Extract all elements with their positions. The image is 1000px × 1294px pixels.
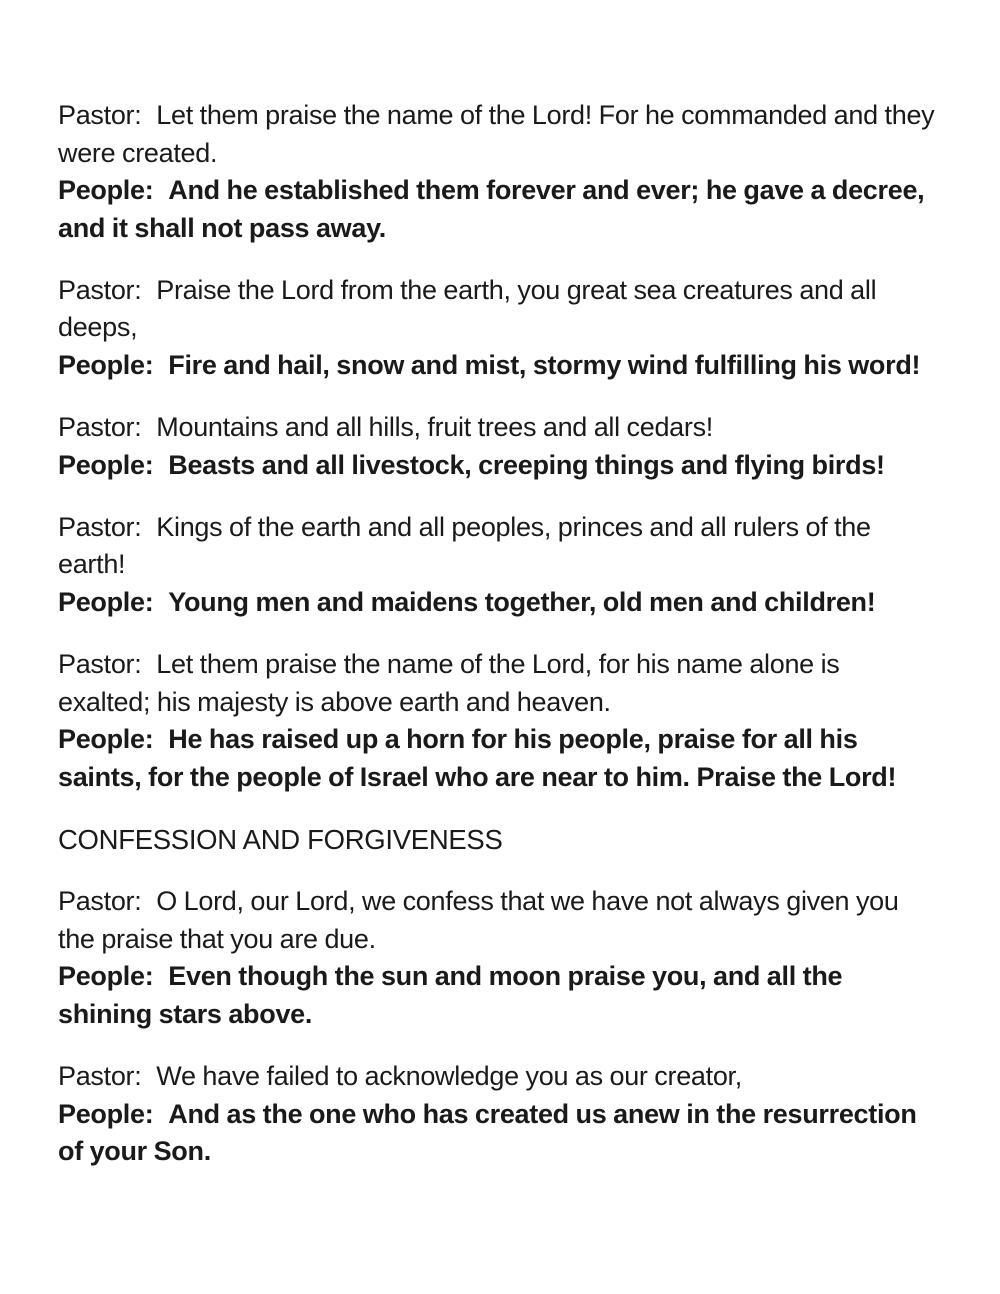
liturgy-exchange — [58, 509, 938, 622]
people-line — [58, 721, 938, 796]
pastor-line — [58, 646, 938, 721]
pastor-text: Kings of the earth and all peoples, princes and all rulers of the earth! — [58, 511, 871, 580]
people-line — [58, 958, 938, 1033]
pastor-line — [58, 509, 938, 584]
pastor-label: Pastor: — [58, 100, 142, 130]
people-line — [58, 584, 938, 622]
people-label: People: — [58, 350, 154, 381]
people-label: People: — [58, 724, 154, 755]
pastor-text: Mountains and all hills, fruit trees and all cedars! — [156, 412, 713, 443]
pastor-line — [58, 97, 938, 172]
people-label: People: — [58, 175, 154, 206]
pastor-text: O Lord, our Lord, we confess that we have not always given you the praise that you are due. — [58, 886, 899, 954]
people-label: People: — [58, 961, 154, 992]
people-text: Fire and hail, snow and mist, stormy wind fulfilling his word! — [168, 350, 921, 381]
people-text: Beasts and all livestock, creeping things and flying birds! — [168, 449, 885, 480]
people-text: He has raised up a horn for his people, praise for all his saints, for the people of Israel who are near to him. Praise the Lord! — [58, 724, 897, 792]
pastor-label: Pastor: — [58, 412, 142, 443]
people-text: Young men and maidens together, old men and children! — [168, 587, 876, 618]
pastor-label: Pastor: — [58, 274, 142, 305]
pastor-label: Pastor: — [58, 1060, 142, 1091]
pastor-label: Pastor: — [58, 886, 142, 917]
liturgy-exchange — [58, 97, 938, 247]
people-label: People: — [58, 587, 154, 618]
pastor-line — [58, 409, 938, 447]
pastor-text: We have failed to acknowledge you as our creator, — [156, 1060, 742, 1091]
people-label: People: — [58, 1098, 154, 1129]
people-line — [58, 172, 938, 247]
people-line — [58, 1096, 938, 1171]
pastor-label: Pastor: — [58, 511, 142, 542]
section-heading: CONFESSION AND FORGIVENESS — [58, 824, 503, 855]
pastor-text: Let them praise the name of the Lord! For he commanded and they were created. — [58, 100, 935, 168]
pastor-line — [58, 1058, 938, 1096]
pastor-text: Let them praise the name of the Lord, for his name alone is exalted; his majesty is above earth and heaven. — [58, 649, 840, 717]
people-line — [58, 447, 938, 485]
liturgy-exchange — [58, 409, 938, 484]
pastor-text: Praise the Lord from the earth, you great sea creatures and all deeps, — [58, 274, 877, 343]
pastor-label: Pastor: — [58, 649, 142, 680]
pastor-line — [58, 272, 938, 347]
people-text: And he established them forever and ever; he gave a decree, and it shall not pass away. — [58, 175, 925, 243]
pastor-line — [58, 883, 938, 958]
liturgy-exchange — [58, 883, 938, 1033]
liturgy-exchange — [58, 646, 938, 796]
liturgy-exchange — [58, 1058, 938, 1171]
liturgy-exchange — [58, 272, 938, 385]
people-text: Even though the sun and moon praise you, and all the shining stars above. — [58, 961, 843, 1029]
people-label: People: — [58, 449, 154, 480]
people-text: And as the one who has created us anew in the resurrection of your Son. — [58, 1098, 917, 1167]
people-line — [58, 347, 938, 385]
